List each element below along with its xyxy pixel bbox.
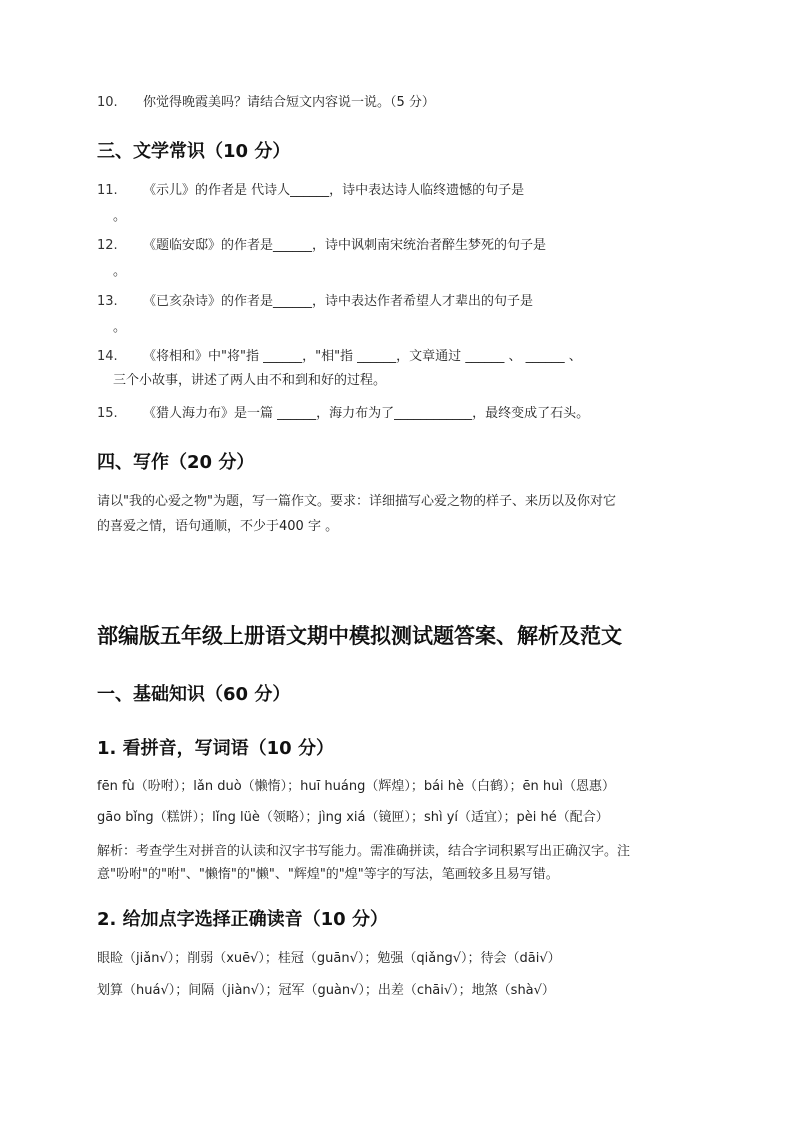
question-text: 《将相和》中"将"指 ______，"相"指 ______，文章通过 ______ 、 ______ 、 xyxy=(143,349,582,364)
answers-title: 部编版五年级上册语文期中模拟测试题答案、解析及范文 xyxy=(97,624,622,648)
sub1-heading: 1. 看拼音，写词语（10 分） xyxy=(97,738,334,759)
question-14 xyxy=(97,348,582,366)
question-14-continuation: 三个小故事，讲述了两人由不和到和好的过程。 xyxy=(113,373,387,388)
question-number: 15. xyxy=(97,406,118,421)
sub2-answers-line-1: 眼睑（jiǎn√）；削弱（xuē√）；桂冠（guān√）；勉强（qiǎng√）；待会（dāi√） xyxy=(97,951,561,966)
writing-prompt-line-2: 的喜爱之情，语句通顺，不少于400 字 。 xyxy=(97,519,339,534)
question-number: 13. xyxy=(97,294,118,309)
analysis-line-1: 解析：考查学生对拼音的认读和汉字书写能力。需准确拼读，结合字词积累写出正确汉字。注 xyxy=(97,844,631,859)
question-11-continuation: 。 xyxy=(113,209,127,224)
question-12 xyxy=(97,237,546,255)
question-12-continuation: 。 xyxy=(113,264,127,279)
question-11 xyxy=(97,182,524,200)
section-heading-writing: 四、写作（20 分） xyxy=(97,452,255,473)
writing-prompt-line-1: 请以"我的心爱之物"为题，写一篇作文。要求：详细描写心爱之物的样子、来历以及你对它 xyxy=(97,494,616,509)
answers-part1-heading: 一、基础知识（60 分） xyxy=(97,684,291,705)
question-15 xyxy=(97,405,589,423)
question-number: 14. xyxy=(97,349,118,364)
question-number: 10. xyxy=(97,95,118,110)
question-text: 《猎人海力布》是一篇 ______，海力布为了____________，最终变成了石头。 xyxy=(143,406,590,421)
question-number: 12. xyxy=(97,238,118,253)
sub1-answers-line-1: fēn fù（吩咐）；lǎn duò（懒惰）；huī huáng（辉煌）；bái hè（白鹤）；ēn huì（恩惠） xyxy=(97,779,615,794)
question-text: 《题临安邸》的作者是______，诗中讽刺南宋统治者醉生梦死的句子是 xyxy=(143,238,547,253)
analysis-line-2: 意"吩咐"的"咐"、"懒惰"的"懒"、"辉煌"的"煌"等字的写法，笔画较多且易写错。 xyxy=(97,867,559,882)
question-text: 《已亥杂诗》的作者是______，诗中表达作者希望人才辈出的句子是 xyxy=(143,294,534,309)
question-10 xyxy=(97,94,435,112)
sub2-answers-line-2: 划算（huá√）；间隔（jiàn√）；冠军（guàn√）；出差（chāi√）；地煞（shà√） xyxy=(97,983,555,998)
question-13 xyxy=(97,293,533,311)
question-number: 11. xyxy=(97,183,118,198)
section-heading-literature: 三、文学常识（10 分） xyxy=(97,141,291,162)
sub1-answers-line-2: gāo bǐng（糕饼）；lǐng lüè（领略）；jìng xiá（镜匣）；shì yí（适宜）；pèi hé（配合） xyxy=(97,810,609,825)
question-13-continuation: 。 xyxy=(113,320,127,335)
sub2-heading: 2. 给加点字选择正确读音（10 分） xyxy=(97,909,388,930)
question-text: 你觉得晚霞美吗？请结合短文内容说一说。（5 分） xyxy=(143,95,435,110)
question-text: 《示儿》的作者是 代诗人______，诗中表达诗人临终遗憾的句子是 xyxy=(143,183,525,198)
